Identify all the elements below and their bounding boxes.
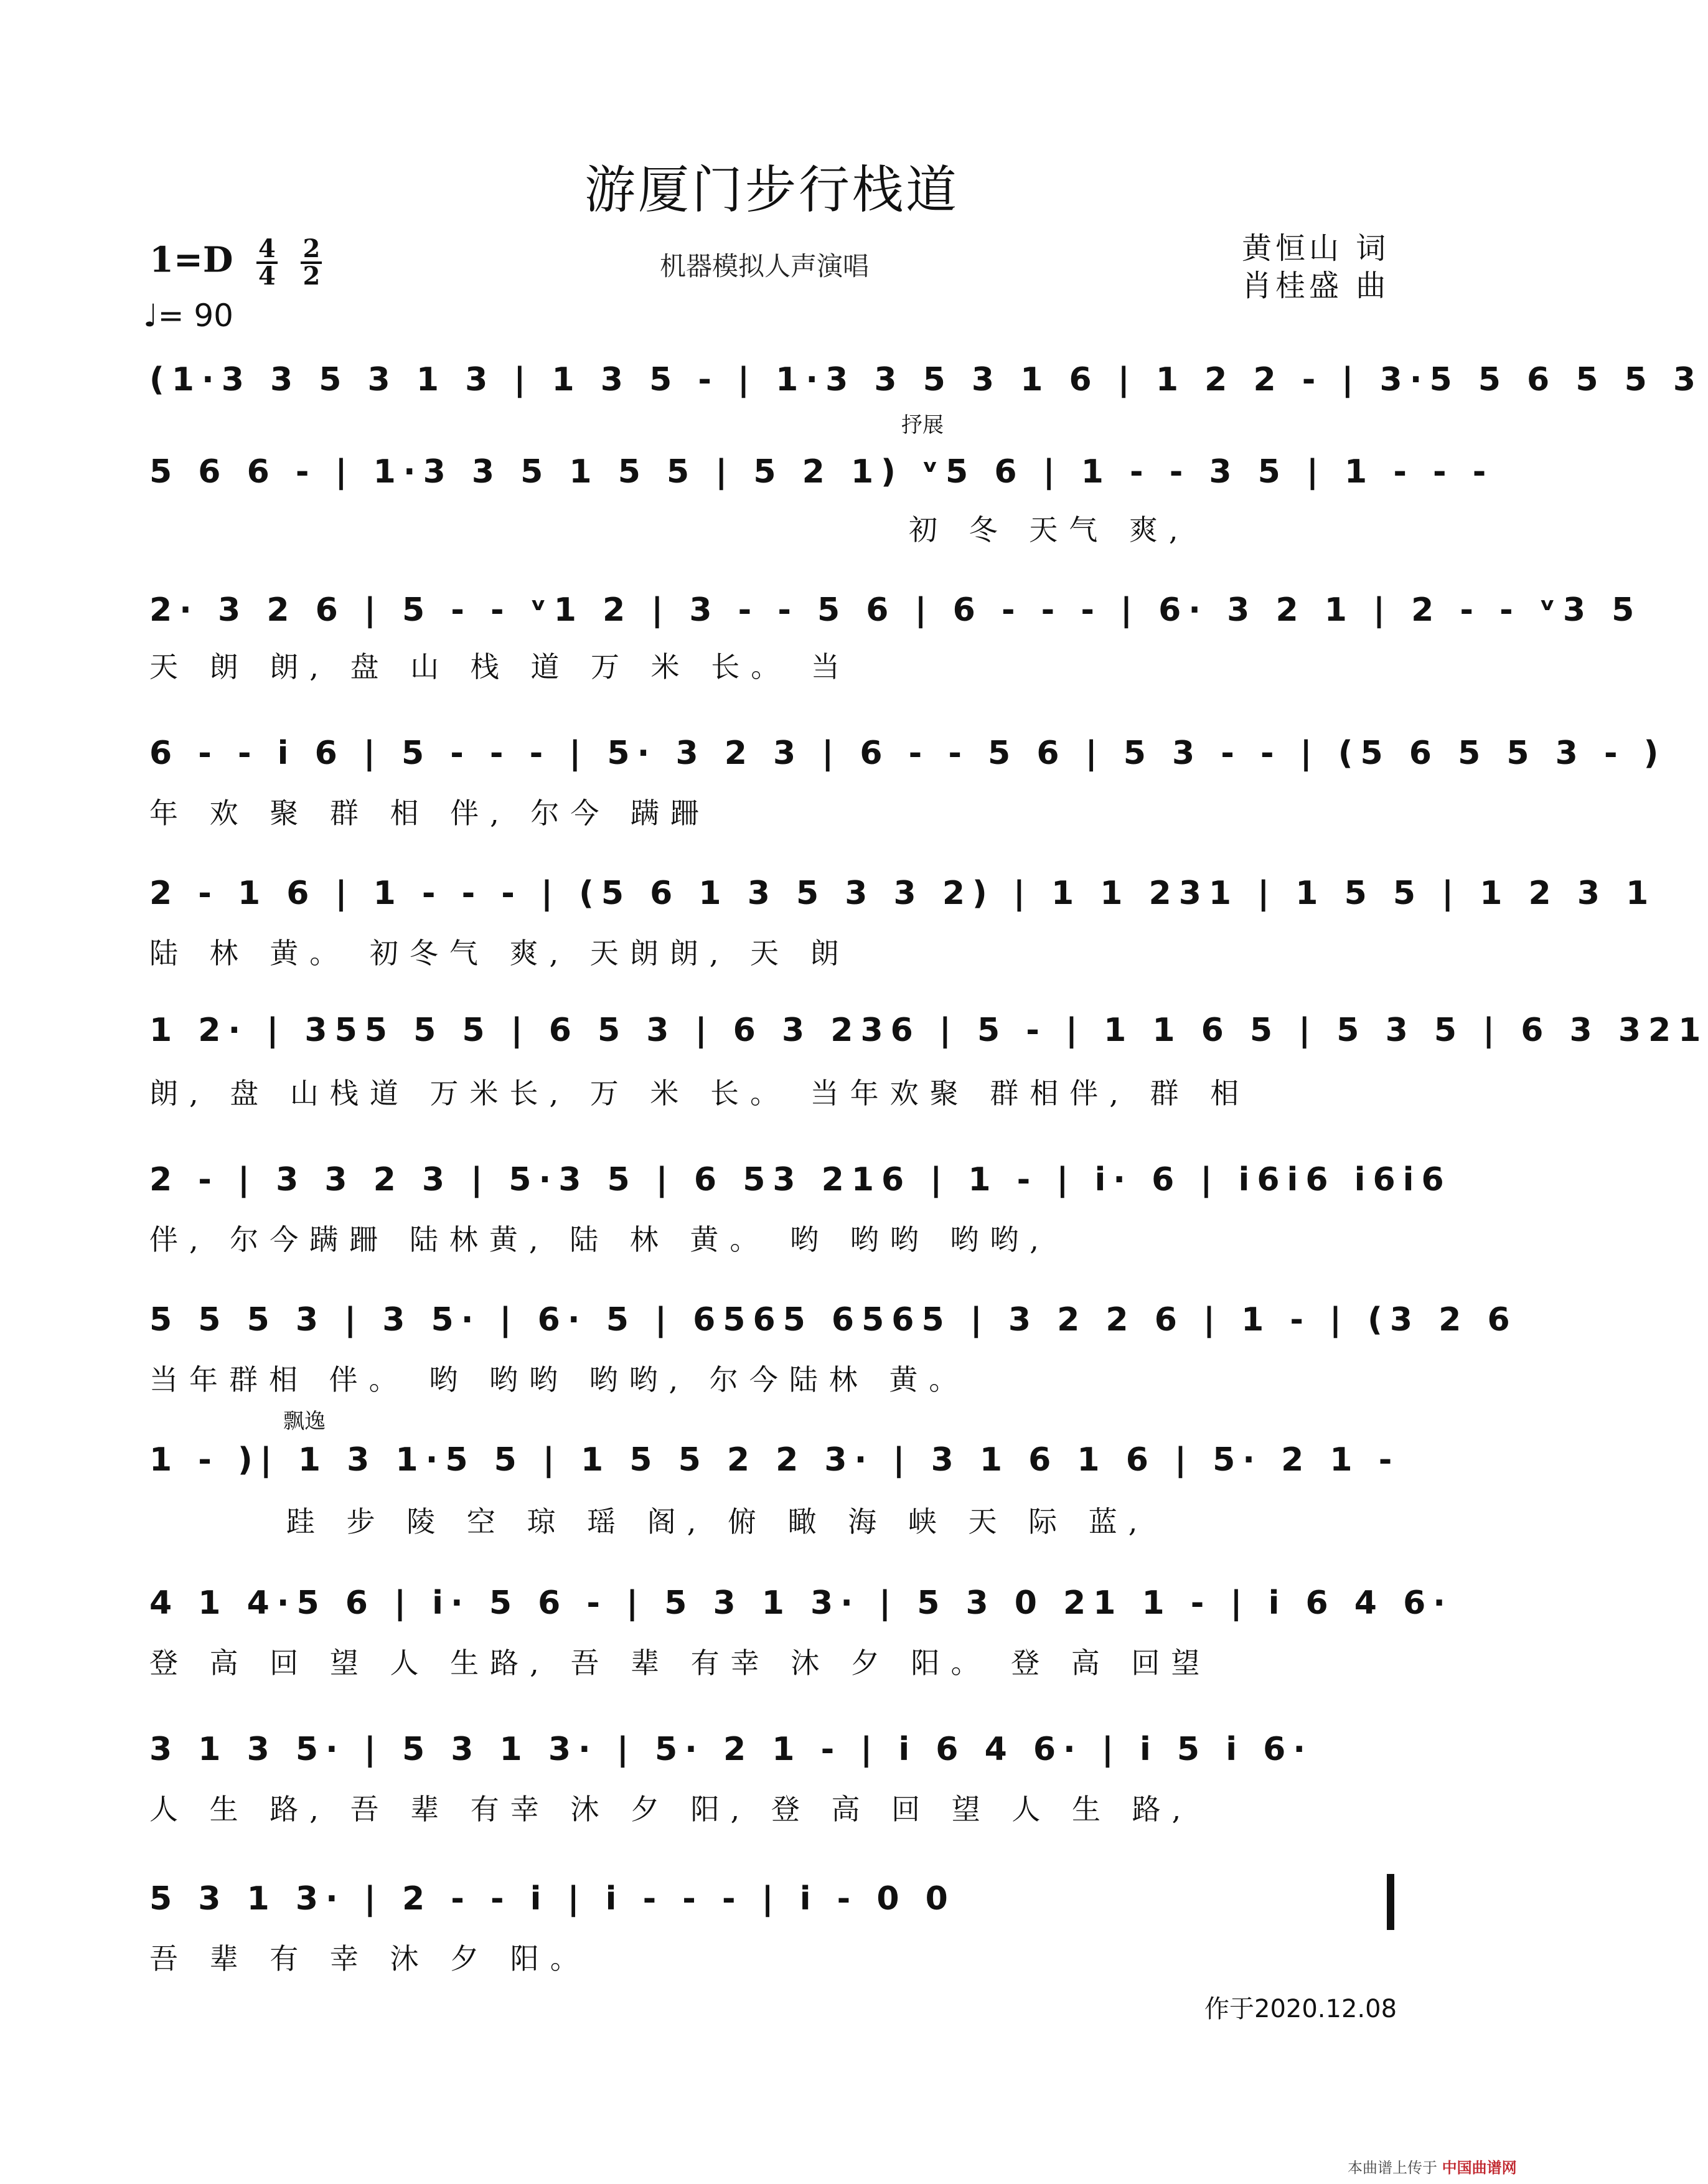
lyric-line-8: 当年群相 伴。 哟 哟哟 哟哟, 尔今陆林 黄。: [149, 1363, 969, 1396]
notation-line-12: 5 3 1 3· | 2 - - i | i - - - | i - 0 0: [149, 1880, 955, 1918]
key-signature: [149, 234, 322, 291]
lyric-line-9: 跬 步 陵 空 琼 瑶 阁, 俯 瞰 海 峡 天 际 蓝,: [286, 1505, 1149, 1538]
notation-line-7: 2 - | 3 3 2 3 | 5·3 5 | 6 53 216 | 1 - | i· 6 | i6i6 i6i6: [149, 1161, 1452, 1198]
lyric-line-6: 朗, 盘 山栈道 万米长, 万 米 长。 当年欢聚 群相伴, 群 相: [149, 1076, 1250, 1110]
notation-line-8: 5 5 5 3 | 3 5· | 6· 5 | 6565 6565 | 3 2 2 6 | 1 - | (3 2 6: [149, 1301, 1518, 1339]
lyric-line-4: 年 欢 聚 群 相 伴, 尔今 蹒跚: [149, 796, 710, 830]
lyric-line-2: 初 冬 天气 爽,: [909, 513, 1190, 547]
footer-text: 本曲谱上传于: [1348, 2159, 1437, 2177]
notation-line-4: 6 - - i 6 | 5 - - - | 5· 3 2 3 | 6 - - 5 6 | 5 3 - - | (5 6 5 5 3 - ): [149, 735, 1666, 772]
notation-line-5: 2 - 1 6 | 1 - - - | (5 6 1 3 5 3 3 2) | 1 1 231 | 1 5 5 | 1 2 3 1: [149, 875, 1656, 912]
notation-line-11: 3 1 3 5· | 5 3 1 3· | 5· 2 1 - | i 6 4 6· | i 5 i 6·: [149, 1731, 1313, 1768]
lyric-line-3: 天 朗 朗, 盘 山 栈 道 万 米 长。 当: [149, 650, 851, 684]
time-signature-1: $\frac{4}{4}$: [256, 237, 278, 289]
lyricist-credit: 黄恒山 词: [1242, 231, 1390, 266]
lyric-line-5: 陆 林 黄。 初冬气 爽, 天朗朗, 天 朗: [149, 936, 850, 970]
tempo-marking: ♩= 90: [143, 298, 233, 334]
lyric-line-7: 伴, 尔今蹒跚 陆林黄, 陆 林 黄。 哟 哟哟 哟哟,: [149, 1223, 1050, 1256]
notation-line-10: 4 1 4·5 6 | i· 5 6 - | 5 3 1 3· | 5 3 0 21 1 - | i 6 4 6·: [149, 1584, 1453, 1622]
annotation-elegant: 飘逸: [283, 1409, 326, 1434]
notation-line-1: (1·3 3 5 3 1 3 | 1 3 5 - | 1·3 3 5 3 1 6 | 1 2 2 - | 3·5 5 6 5 5 3: [149, 361, 1704, 398]
time-signature-2: $\frac{2}{2}$: [301, 237, 322, 289]
lyric-line-11: 人 生 路, 吾 辈 有幸 沐 夕 阳, 登 高 回 望 人 生 路,: [149, 1792, 1193, 1826]
lyric-line-12: 吾 辈 有 幸 沐 夕 阳。: [149, 1942, 590, 1975]
subtitle: 机器模拟人声演唱: [660, 251, 870, 281]
composer-credit: 肖桂盛 曲: [1242, 268, 1390, 303]
annotation-expand: 抒展: [901, 413, 944, 438]
final-barline: [1387, 1874, 1394, 1930]
composition-date: 作于2020.12.08: [1204, 1995, 1397, 2023]
notation-line-2: 5 6 6 - | 1·3 3 5 1 5 5 | 5 2 1) ᵛ5 6 | 1 - - 3 5 | 1 - - -: [149, 453, 1494, 491]
page-title: 游厦门步行栈道: [584, 161, 959, 220]
key-label: 1=D: [149, 239, 233, 281]
notation-line-3: 2· 3 2 6 | 5 - - ᵛ1 2 | 3 - - 5 6 | 6 - - - | 6· 3 2 1 | 2 - - ᵛ3 5: [149, 591, 1642, 629]
notation-line-6: 1 2· | 355 5 5 | 6 5 3 | 6 3 236 | 5 - | 1 1 6 5 | 5 3 5 | 6 3 321: [149, 1012, 1708, 1049]
footer-site: 中国曲谱网: [1442, 2159, 1517, 2177]
footer-credit: [1348, 2155, 1517, 2177]
notation-line-9: 1 - )| 1 3 1·5 5 | 1 5 5 2 2 3· | 3 1 6 1 6 | 5· 2 1 -: [149, 1441, 1400, 1479]
lyric-line-10: 登 高 回 望 人 生路, 吾 辈 有幸 沐 夕 阳。 登 高 回望: [149, 1646, 1211, 1680]
